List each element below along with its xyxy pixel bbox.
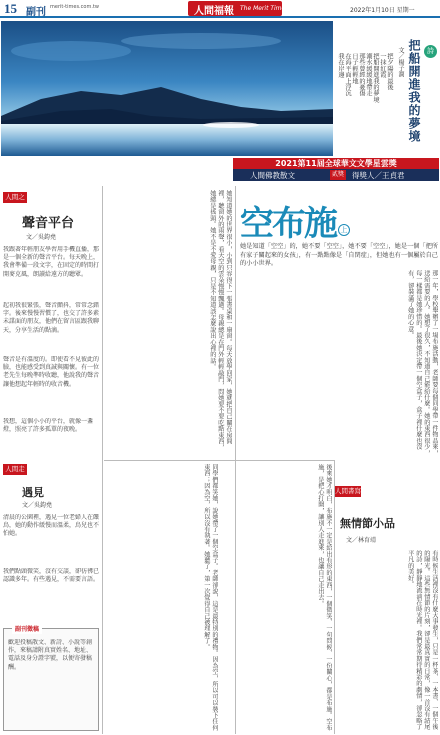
- award-badge: 貳獎: [331, 171, 344, 178]
- poem-line: 把夕陽的最後: [386, 53, 393, 91]
- left-bottom-author: 文／吳鈞堯: [22, 502, 53, 509]
- poem-category-badge: 詩: [424, 45, 437, 58]
- poem-line: 把船開進我的夢境: [372, 53, 379, 103]
- feature-intro: 她是知道「空空」的，她不要「空空」，她不要「空空」，她是一個「把所有家子關起來的女孩」，有一點點像是「自閉症」，但她也有一個屬於自己的小小世界。: [240, 243, 438, 267]
- right-bottom-category: 人間書寫: [335, 487, 361, 495]
- left-top-category: 人間之聲: [3, 192, 27, 203]
- section-name: 副刊: [26, 7, 46, 18]
- left-top-paragraph: 起初我很緊張，聲音顫抖，常常念錯字。後來慢慢習慣了，也交了許多素未謀面的朋友，他們在留言區跟我聊天，分享生活的點滴。: [3, 302, 99, 334]
- award-category: 人間佛教散文: [250, 171, 295, 180]
- left-top-title: 聲音平台: [22, 216, 75, 231]
- feature-body-column: 同學們都笑她，說她帶了一個空盒子。老師卻說，這是最特別的禮物。因為空，所以可以裝下任何東西；因為空，所以沒有執著。她聽了，第一次覺得自己被理解了。: [202, 464, 218, 731]
- left-bottom-paragraph: 清晨的公園裡，遇見一位老婦人在餵鳥，她的動作緩慢而溫柔，鳥兒也不怕她。: [3, 514, 99, 538]
- logo-chinese: 人間福報: [194, 6, 234, 17]
- left-top-paragraph: 我跟著年輕朋友學習用手機直播，那是一個全新的聲音平台。每天晚上，我會準備一段文字，在固定的時間打開麥克風，朗讀給遠方的聽眾。: [3, 246, 99, 278]
- feature-body-column: 後來她才明白，布施不一定是給出有形的東西，一個微笑、一句問候、一份關心，都是布施。空布施，是把心打開，讓別人走進來，也讓自己走出去。: [316, 464, 332, 731]
- issue-date: 2022年1月10日 星期一: [350, 7, 415, 14]
- poem-line: 一抹紅霞: [379, 53, 386, 78]
- poem-author: 文／楊子澗: [397, 47, 404, 77]
- left-top-paragraph: 我想，這個小小的平台，就像一盞燈，照亮了許多孤單的夜晚。: [3, 418, 94, 434]
- right-bottom-author: 文／林育靖: [346, 537, 377, 544]
- right-bottom-body: 有時候生活裡沒有什麼大事發生，只是一杯茶、一本書、一個午後的陽光。這些無情節的片刻，卻是最真實的日常，像一首沒有結尾的詩，靜靜地流淌在時光裡。我們常常期待精彩的劇情，卻忽略了平凡的美好。: [406, 550, 438, 730]
- feature-body-column: 那一年，學校舉辦了一場布施活動，老師要每個同學帶一件物品來，送給需要的人。她想了很久，不知道自己能給什麼。她的東西很少，每一樣都是她珍惜的。最後她決定帶一個空盒子，盒子裡什麼也沒有，卻裝滿了她的心意。: [406, 270, 438, 456]
- feature-body-column: 她知道她的世界很小，小到只容得下一張書桌和一扇窗。每天放學回家，她就把自己關在房間裡，聽窗外的雨聲，看天空的雲朵慢慢飄過。母親總是在門外輕輕敲門，問她要不要吃點東西，她總是搖頭。她不是不愛母親，只是不知道該怎麼說出心裡的話。: [208, 190, 232, 451]
- submission-info-title: 副刊徵稿: [12, 624, 42, 634]
- submission-info-text: 歡迎投稿散文、新詩、小說等創作，來稿請附真實姓名、地址、電話及身分證字號，以便寄發稿酬。: [8, 639, 93, 671]
- left-bottom-category: 人間走讀: [3, 464, 27, 475]
- column-divider: [334, 460, 335, 734]
- award-banner: 2021第11屆全球華文文學星雲獎: [233, 158, 439, 169]
- feature-title: 空布施: [240, 204, 336, 244]
- lake-sunset-photo: [1, 21, 333, 156]
- page-number: 15: [4, 1, 17, 16]
- poem-line: 潮水緩緩地帶走: [365, 53, 372, 97]
- poem-line: 日子輕輕地: [351, 53, 358, 84]
- left-bottom-paragraph: 我們點頭微笑，沒有交談，卻彷彿已認識多年。有些遇見，不需要言語。: [3, 568, 99, 584]
- poem-title: 把船開進我的夢境: [407, 39, 421, 143]
- right-bottom-title: 無情節小品: [340, 517, 395, 530]
- poem-section: [336, 21, 438, 156]
- feature-part-badge: 上: [338, 224, 350, 236]
- row-divider: [104, 460, 334, 461]
- left-bottom-title: 遇見: [22, 486, 44, 499]
- poem-line: 在海平面上浮沉: [344, 53, 351, 97]
- submission-info-box: [3, 628, 99, 731]
- logo-english: The Merit Times: [240, 5, 289, 12]
- column-divider: [102, 186, 103, 734]
- left-top-author: 文／吳鈞堯: [26, 234, 57, 241]
- poem-line: 我在岸邊: [337, 53, 344, 78]
- site-url: merit-times.com.tw: [50, 4, 99, 10]
- left-top-paragraph: 聲音是有溫度的。即使看不見彼此的臉，也能感受到真誠與關懷。有一位老先生每晚準時收聽，他說我的聲音讓他想起年輕時的收音機。: [3, 356, 99, 388]
- award-winner: 得獎人／王貞君: [352, 171, 405, 180]
- poem-line: 那些曾經的憂傷: [358, 53, 365, 97]
